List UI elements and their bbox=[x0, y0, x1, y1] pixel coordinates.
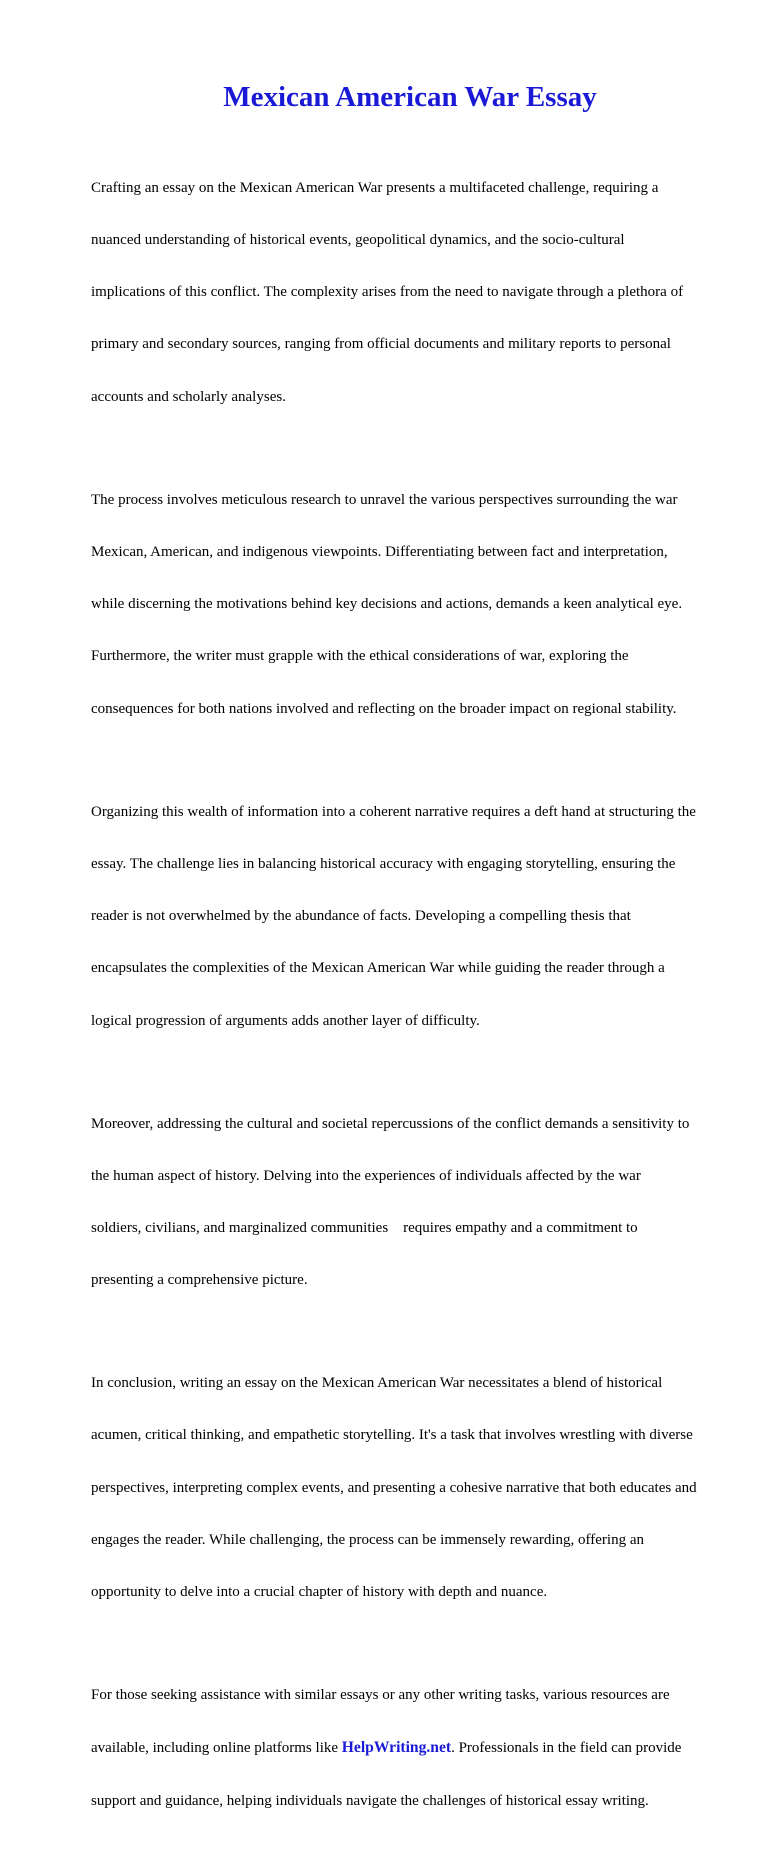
paragraph-2 bbox=[91, 457, 731, 753]
paragraph-3 bbox=[91, 769, 731, 1065]
paragraph-line: nuanced understanding of historical events, geopolitical dynamics, and the socio-cultural bbox=[91, 232, 625, 249]
paragraph-line: consequences for both nations involved and reflecting on the broader impact on regional stability. bbox=[91, 700, 677, 717]
paragraph-line: accounts and scholarly analyses. bbox=[91, 388, 286, 405]
paragraph-line: Moreover, addressing the cultural and societal repercussions of the conflict demands a sensitivity to bbox=[91, 1115, 690, 1132]
link-lead-text: available, including online platforms like bbox=[91, 1740, 342, 1757]
paragraph-line: reader is not overwhelmed by the abundance of facts. Developing a compelling thesis that bbox=[91, 908, 631, 925]
paragraph-line: Crafting an essay on the Mexican American War presents a multifaceted challenge, requiring a bbox=[91, 179, 659, 196]
paragraph-5 bbox=[91, 1340, 731, 1636]
paragraph-4 bbox=[91, 1081, 731, 1325]
paragraph-line: logical progression of arguments adds another layer of difficulty. bbox=[91, 1012, 480, 1029]
paragraph-line: presenting a comprehensive picture. bbox=[91, 1272, 308, 1289]
paragraph-1 bbox=[91, 145, 731, 441]
paragraph-line: essay. The challenge lies in balancing historical accuracy with engaging storytelling, ensuring the bbox=[91, 855, 676, 872]
paragraph-line: engages the reader. While challenging, the process can be immensely rewarding, offering an bbox=[91, 1531, 644, 1548]
paragraph-line: Organizing this wealth of information into a coherent narrative requires a deft hand at structuring the bbox=[91, 803, 696, 820]
link-trail-text: . Professionals in the field can provide bbox=[451, 1740, 682, 1757]
paragraph-line-with-link bbox=[91, 1739, 731, 1757]
paragraph-line: Furthermore, the writer must grapple with the ethical considerations of war, exploring the bbox=[91, 648, 629, 665]
paragraph-line: acumen, critical thinking, and empathetic storytelling. It's a task that involves wrestling with diverse bbox=[91, 1427, 693, 1444]
paragraph-line: support and guidance, helping individuals navigate the challenges of historical essay writing. bbox=[91, 1792, 649, 1809]
paragraph-line: opportunity to delve into a crucial chapter of history with depth and nuance. bbox=[91, 1584, 548, 1601]
paragraph-line: primary and secondary sources, ranging from official documents and military reports to personal bbox=[91, 336, 671, 353]
paragraph-line: encapsulates the complexities of the Mexican American War while guiding the reader through a bbox=[91, 960, 665, 977]
paragraph-line: soldiers, civilians, and marginalized communities requires empathy and a commitment to bbox=[91, 1219, 638, 1236]
paragraph-line: In conclusion, writing an essay on the Mexican American War necessitates a blend of historical bbox=[91, 1375, 663, 1392]
helpwriting-link[interactable]: HelpWriting.net bbox=[341, 1739, 452, 1757]
paragraph-line: perspectives, interpreting complex events, and presenting a cohesive narrative that both educates and bbox=[91, 1479, 697, 1496]
paragraph-line: The process involves meticulous research to unravel the various perspectives surrounding the war bbox=[91, 491, 678, 508]
paragraph-line: while discerning the motivations behind key decisions and actions, demands a keen analytical eye. bbox=[91, 596, 683, 613]
paragraph-line: implications of this conflict. The complexity arises from the need to navigate through a plethora of bbox=[91, 284, 684, 301]
paragraph-line: the human aspect of history. Delving into the experiences of individuals affected by the war bbox=[91, 1167, 641, 1184]
paragraph-6 bbox=[91, 1652, 731, 1844]
document-body bbox=[91, 145, 731, 1861]
paragraph-line: For those seeking assistance with similar essays or any other writing tasks, various resources are bbox=[91, 1687, 670, 1704]
paragraph-line: Mexican, American, and indigenous viewpoints. Differentiating between fact and interpretation, bbox=[91, 543, 668, 560]
document-title: Mexican American War Essay bbox=[223, 81, 597, 113]
